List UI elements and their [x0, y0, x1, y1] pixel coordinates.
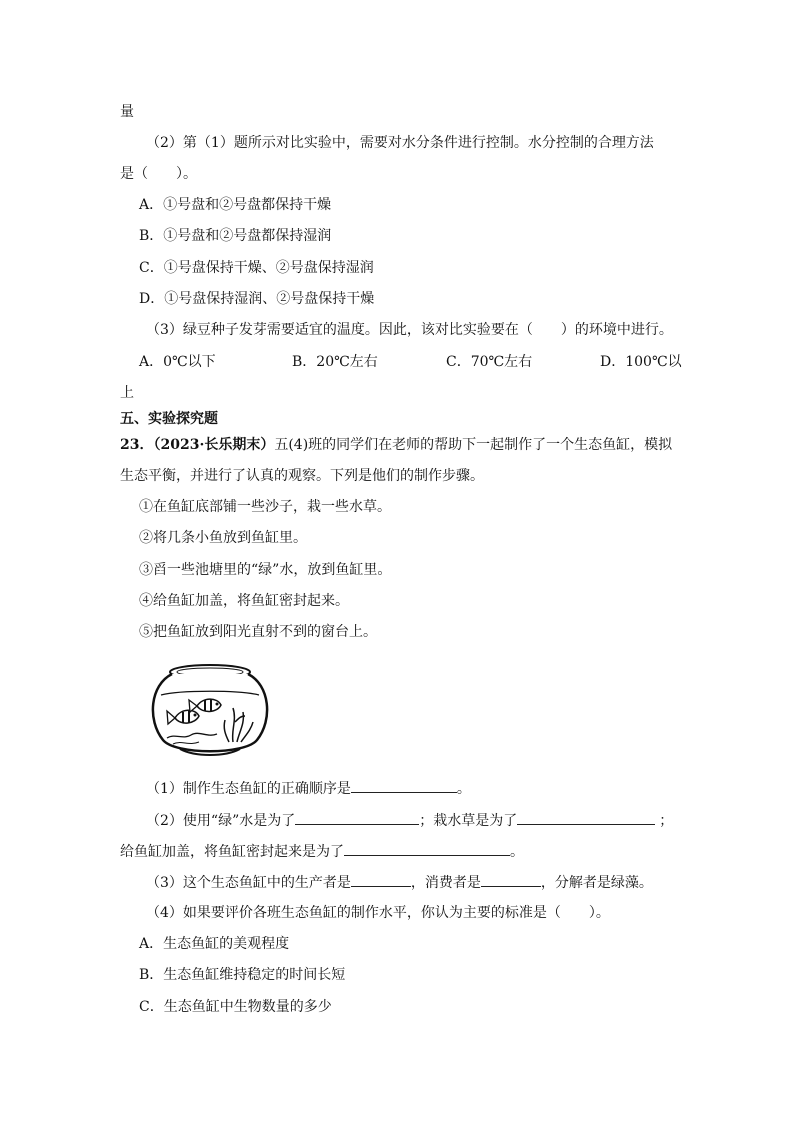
- q23-step-2: ②将几条小鱼放到鱼缸里。: [139, 530, 307, 546]
- answer-blank[interactable]: [351, 778, 457, 793]
- q23-sub2-line1: [146, 810, 673, 831]
- q22-sub2-stem-line1: （2）第（1）题所示对比实验中，需要对水分条件进行控制。水分控制的合理方法: [146, 135, 654, 151]
- answer-blank[interactable]: [295, 810, 419, 825]
- answer-blank[interactable]: [517, 810, 655, 825]
- q22-sub2-stem-line2: 是（ ）。: [120, 166, 197, 182]
- q23-sub3: [146, 872, 653, 893]
- q22-sub3-option-d: D．100℃以: [600, 354, 682, 370]
- q22-sub3-option-b: B．20℃左右: [292, 354, 378, 370]
- q22-sub3-option-d-wrap: 上: [120, 385, 134, 401]
- q23-header: 23．（2023·长乐期末）: [120, 437, 275, 453]
- q23-step-1: ①在鱼缸底部铺一些沙子，栽一些水草。: [139, 499, 391, 515]
- q23-sub3-text: （3）这个生态鱼缸中的生产者是: [146, 875, 351, 891]
- q23-sub1-text: （1）制作生态鱼缸的正确顺序是: [146, 781, 351, 797]
- q22-sub2-option-b: B．①号盘和②号盘都保持湿润: [139, 228, 332, 244]
- q23-step-5: ⑤把鱼缸放到阳光直射不到的窗台上。: [139, 624, 377, 640]
- answer-blank[interactable]: [481, 872, 541, 887]
- answer-blank[interactable]: [344, 841, 510, 856]
- q23-sub4-stem: （4）如果要评价各班生态鱼缸的制作水平，你认为主要的标准是（ ）。: [146, 905, 610, 921]
- q23-sub2-line2-text: 给鱼缸加盖，将鱼缸密封起来是为了: [120, 844, 344, 860]
- q22-sub2-option-d: D．①号盘保持湿润、②号盘保持干燥: [139, 291, 375, 307]
- q22-sub3-option-a: A．0℃以下: [139, 354, 216, 370]
- q23-sub2-mid: ；栽水草是为了: [419, 813, 518, 829]
- q22-continuation: 量: [120, 104, 134, 120]
- q22-sub3-stem: （3）绿豆种子发芽需要适宜的温度。因此，该对比实验要在（ ）的环境中进行。: [146, 322, 673, 338]
- q23-sub2-end: ；: [659, 813, 674, 829]
- q23-sub1-end: 。: [456, 781, 471, 797]
- q23-sub3-end: ，分解者是绿藻。: [540, 875, 653, 891]
- q23-stem-line2: 生态平衡，并进行了认真的观察。下列是他们的制作步骤。: [120, 468, 484, 484]
- q23-sub2-text: （2）使用“绿”水是为了: [146, 813, 296, 829]
- q23-sub3-mid: ，消费者是: [410, 875, 481, 891]
- q23-sub2-line2: [120, 841, 524, 862]
- q23-sub4-option-a: A．生态鱼缸的美观程度: [139, 936, 290, 952]
- q23-sub4-option-b: B．生态鱼缸维持稳定的时间长短: [139, 967, 346, 983]
- q23-sub4-option-c: C．生态鱼缸中生物数量的多少: [139, 999, 332, 1015]
- q23-sub2-line2-end: 。: [510, 844, 524, 860]
- q23-stem-rest: 五(4)班的同学们在老师的帮助下一起制作了一个生态鱼缸，模拟: [274, 437, 673, 453]
- q22-sub2-option-c: C．①号盘保持干燥、②号盘保持湿润: [139, 260, 374, 276]
- q23-step-4: ④给鱼缸加盖，将鱼缸密封起来。: [139, 593, 349, 609]
- section-title: 五、实验探究题: [120, 411, 218, 427]
- q23-sub1: [146, 778, 471, 799]
- answer-blank[interactable]: [351, 872, 411, 887]
- fishbowl-illustration: [145, 660, 275, 760]
- q23-step-3: ③舀一些池塘里的“绿”水，放到鱼缸里。: [139, 562, 392, 578]
- q22-sub2-option-a: A．①号盘和②号盘都保持干燥: [139, 197, 332, 213]
- q22-sub3-option-c: C．70℃左右: [446, 354, 533, 370]
- q23-stem-line1: [120, 435, 672, 455]
